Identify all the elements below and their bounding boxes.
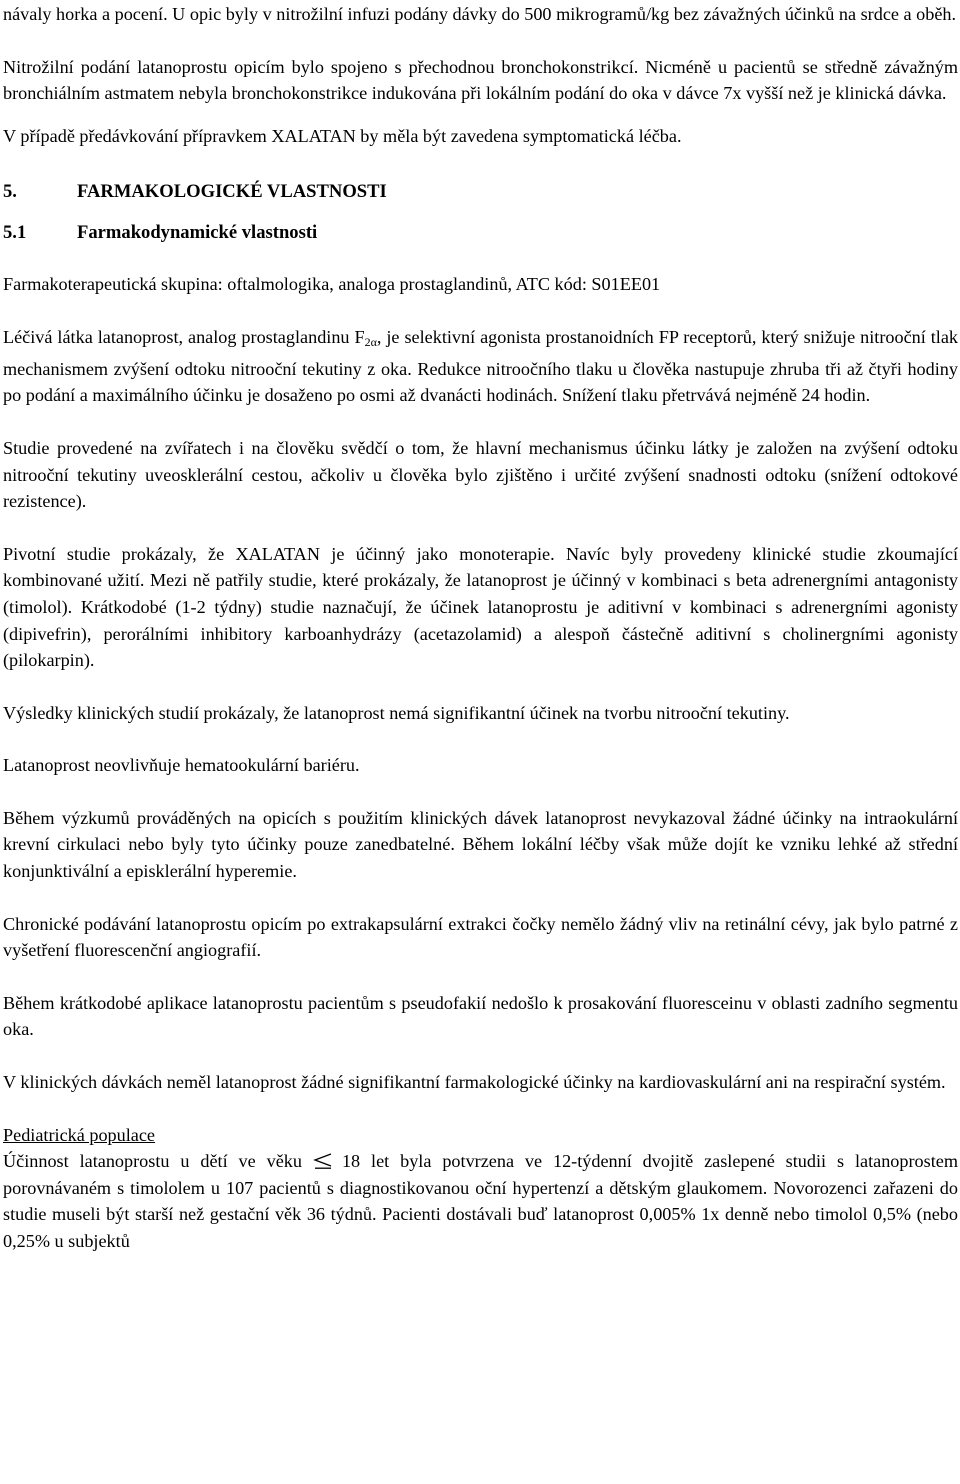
paragraph-animal-studies: Studie provedené na zvířatech i na člověku svědčí o tom, že hlavní mechanismus účinku látky je založen na zvýšení odtoku nitrooční tekutiny uveosklerální cestou, ačkoliv u člověka bylo zjištěno i určité zvýšení snadnosti odtoku (snížení odtokové rezistence). <box>3 437 958 512</box>
active-substance-text-a: Léčivá látka latanoprost, analog prostaglandinu F <box>3 327 365 348</box>
less-equal-icon <box>312 1153 334 1169</box>
paragraph-overdose-cardiovascular: návaly horka a pocení. U opic byly v nitrožilní infuzi podány dávky do 500 mikrogramů/kg bez závažných účinků na srdce a oběh. <box>3 4 957 24</box>
active-substance-text-b: , je selektivní agonista prostanoidních FP receptorů, který snižuje nitrooční tlak mechanismem zvýšení odtoku nitrooční tekutiny z oka. Redukce nitroočního tlaku u člověka nastupuje zhruba tři až čtyři hodiny po podání a maximálního účinku je dosaženo po osmi až dvanácti hodinách. Snížení tlaku přetrvává nejméně 24 hodin. <box>3 327 958 406</box>
paragraph-overdose-treatment: V případě předávkování přípravkem XALATAN by měla být zavedena symptomatická léčba. <box>3 125 682 146</box>
pediatric-text-b: 18 let byla potvrzena ve 12-týdenní dvojitě zaslepené studii s latanoprostem porovnávaném s timololem u 107 pacientů s diagnostikovanou oční hypertenzí a dětským glaukomem. Novorozenci zařazeni do studie museli být starší než gestační věk 36 týdnů. Pacienti dostávali buď latanoprost 0,005% 1x denně nebo timolol 0,5% (nebo 0,25% u subjektů <box>3 1151 958 1251</box>
paragraph-pediatric <box>3 1148 958 1254</box>
paragraph-pseudophakia: Během krátkodobé aplikace latanoprostu pacientům s pseudofakií nedošlo k prosakování fluoresceinu v oblasti zadního segmentu oka. <box>3 992 958 1040</box>
pediatric-text-a: Účinnost latanoprostu u dětí ve věku <box>3 1151 302 1172</box>
paragraph-active-substance <box>3 324 958 409</box>
section-title: FARMAKOLOGICKÉ VLASTNOSTI <box>77 181 387 203</box>
subsection-title: Farmakodynamické vlastnosti <box>77 221 318 243</box>
document-page <box>0 1 960 1255</box>
subscript-2-alpha: 2α <box>364 335 377 350</box>
paragraph-blood-aqueous-barrier: Latanoprost neovlivňuje hematookulární bariéru. <box>3 755 360 776</box>
paragraph-bronchoconstriction: Nitrožilní podání latanoprostu opicím bylo spojeno s přechodnou bronchokonstrikcí. Nicméně u pacientů se středně závažným bronchiálním astmatem nebyla bronchokonstrikce indukována při lokálním podání do oka v dávce 7x vyšší než je klinická dávka. <box>3 56 958 104</box>
pediatric-heading: Pediatrická populace <box>3 1124 156 1145</box>
paragraph-cardiovascular-effects: V klinických dávkách neměl latanoprost žádné signifikantní farmakologické účinky na kardiovaskulární ani na respirační systém. <box>3 1072 946 1093</box>
paragraph-clinical-results: Výsledky klinických studií prokázaly, že latanoprost nemá signifikantní účinek na tvorbu nitrooční tekutiny. <box>3 702 790 723</box>
paragraph-pivotal-studies: Pivotní studie prokázaly, že XALATAN je účinný jako monoterapie. Navíc byly provedeny klinické studie zkoumající kombinované užití. Mezi ně patřily studie, které prokázaly, že latanoprost je účinný v kombinaci s beta adrenergními antagonisty (timolol). Krátkodobé (1-2 týdny) studie naznačují, že účinek latanoprostu je aditivní v kombinaci s adrenergními agonisty (dipivefrin), perorálními inhibitory karboanhydrázy (acetazolamid) a alespoň částečně aditivní s cholinergními agonisty (pilokarpin). <box>3 543 958 671</box>
section-heading <box>3 179 958 206</box>
paragraph-monkey-research: Během výzkumů prováděných na opicích s použitím klinických dávek latanoprost nevykazoval žádné účinky na intraokulární krevní cirkulaci nebo byly tyto účinky pouze zanedbatelné. Během lokální léčby však může dojít ke vzniku lehké až střední konjunktivální a episklerální hyperemie. <box>3 807 958 882</box>
section-number: 5. <box>3 181 17 203</box>
subsection-heading <box>3 220 958 247</box>
subsection-number: 5.1 <box>3 221 27 243</box>
paragraph-atc-group: Farmakoterapeutická skupina: oftalmologika, analoga prostaglandinů, ATC kód: S01EE01 <box>3 273 661 294</box>
paragraph-chronic-administration: Chronické podávání latanoprostu opicím po extrakapsulární extrakci čočky nemělo žádný vliv na retinální cévy, jak bylo patrné z vyšetření fluorescenční angiografií. <box>3 913 958 961</box>
